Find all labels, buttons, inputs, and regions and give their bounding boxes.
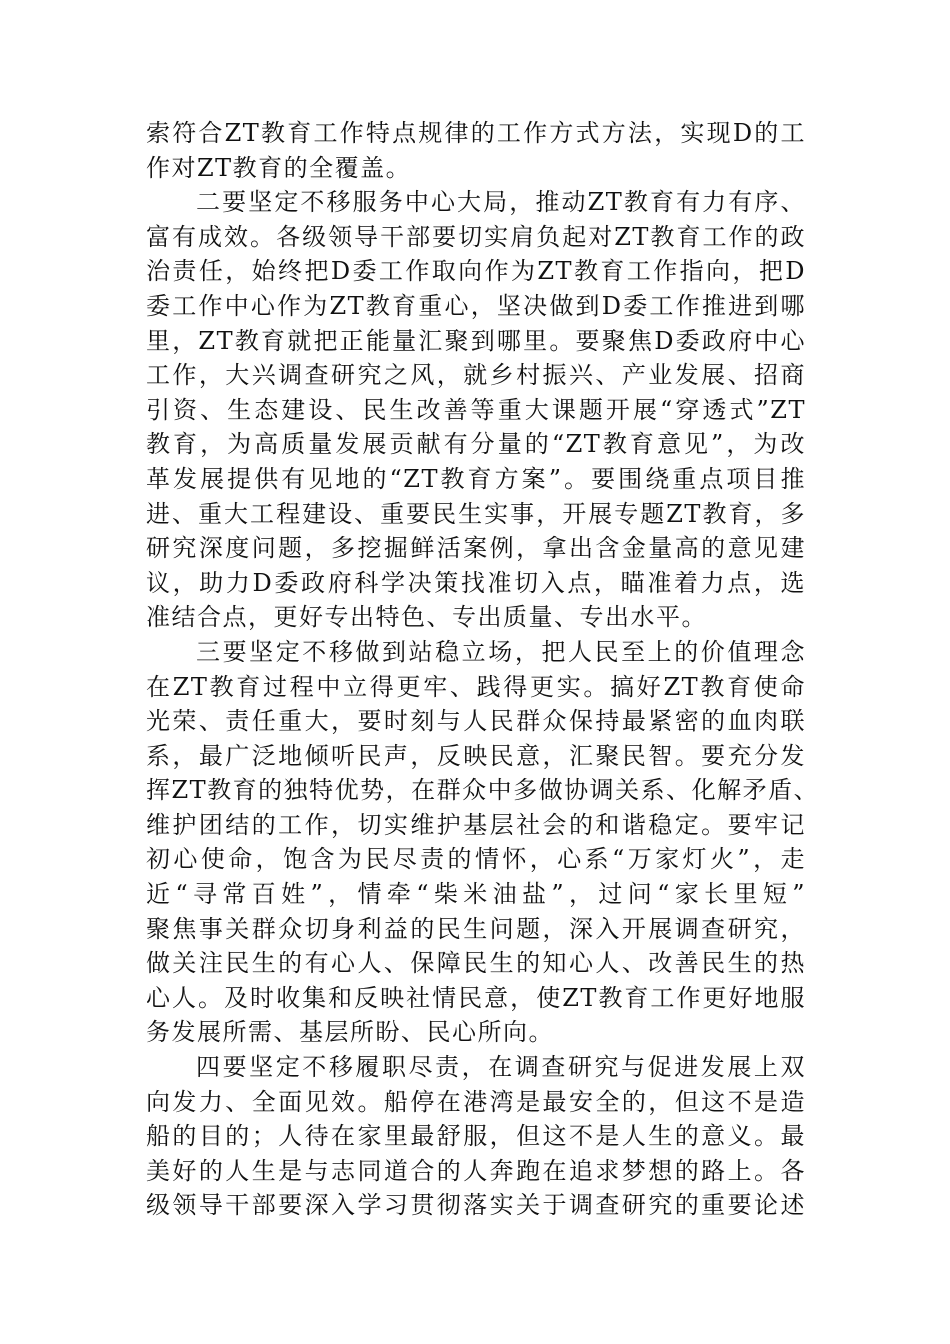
text-line: 革发展提供有见地的“ZT教育方案”。要围绕重点项目推 <box>146 464 806 493</box>
text-line: 进、重大工程建设、重要民生实事，开展专题ZT教育，多 <box>146 499 806 528</box>
text-line: 挥ZT教育的独特优势，在群众中多做协调关系、化解矛盾、 <box>146 776 820 805</box>
text-line: 委工作中心作为ZT教育重心，坚决做到D委工作推进到哪 <box>146 291 806 320</box>
text-line: 初心使命，饱含为民尽责的情怀，心系“万家灯火”，走 <box>146 845 806 874</box>
text-line: 工作，大兴调查研究之风，就乡村振兴、产业发展、招商 <box>146 361 806 390</box>
text-line: 光荣、责任重大，要时刻与人民群众保持最紧密的血肉联 <box>146 707 806 736</box>
text-line: 聚焦事关群众切身利益的民生问题，深入开展调查研究， <box>146 914 806 943</box>
text-line: 治责任，始终把D委工作取向作为ZT教育工作指向，把D <box>146 257 806 286</box>
text-line: 美好的人生是与志同道合的人奔跑在追求梦想的路上。各 <box>146 1156 806 1185</box>
text-line: 里，ZT教育就把正能量汇聚到哪里。要聚焦D委政府中心 <box>146 326 806 355</box>
text-line: 议，助力D委政府科学决策找准切入点，瞄准着力点，选 <box>146 568 806 597</box>
text-line: 研究深度问题，多挖掘鲜活案例，拿出含金量高的意见建 <box>146 534 806 563</box>
text-line: 三要坚定不移做到站稳立场，把人民至上的价值理念 <box>196 637 806 666</box>
text-line: 教育，为高质量发展贡献有分量的“ZT教育意见”，为改 <box>146 430 806 459</box>
text-line: 在ZT教育过程中立得更牢、践得更实。搞好ZT教育使命 <box>146 672 806 701</box>
text-line: 心人。及时收集和反映社情民意，使ZT教育工作更好地服 <box>146 983 806 1012</box>
text-line: 近“寻常百姓”，情牵“柴米油盐”，过问“家长里短” <box>146 880 806 909</box>
text-line: 做关注民生的有心人、保障民生的知心人、改善民生的热 <box>146 949 806 978</box>
text-line: 四要坚定不移履职尽责，在调查研究与促进发展上双 <box>196 1053 806 1082</box>
text-line: 引资、生态建设、民生改善等重大课题开展“穿透式”ZT <box>146 395 806 424</box>
text-line: 向发力、全面见效。船停在港湾是最安全的，但这不是造 <box>146 1087 806 1116</box>
text-line: 二要坚定不移服务中心大局，推动ZT教育有力有序、 <box>196 188 806 217</box>
text-line: 维护团结的工作，切实维护基层社会的和谐稳定。要牢记 <box>146 810 806 839</box>
text-line: 富有成效。各级领导干部要切实肩负起对ZT教育工作的政 <box>146 222 806 251</box>
text-line: 准结合点，更好专出特色、专出质量、专出水平。 <box>146 603 707 632</box>
text-line: 系，最广泛地倾听民声，反映民意，汇聚民智。要充分发 <box>146 741 806 770</box>
text-line: 船的目的；人待在家里最舒服，但这不是人生的意义。最 <box>146 1122 806 1151</box>
document-body <box>146 116 820 1223</box>
text-line: 索符合ZT教育工作特点规律的工作方式方法，实现D的工 <box>146 119 806 147</box>
text-line: 作对ZT教育的全覆盖。 <box>146 153 412 182</box>
text-line: 级领导干部要深入学习贯彻落实关于调查研究的重要论述 <box>146 1191 806 1220</box>
text-line: 务发展所需、基层所盼、民心所向。 <box>146 1018 554 1047</box>
